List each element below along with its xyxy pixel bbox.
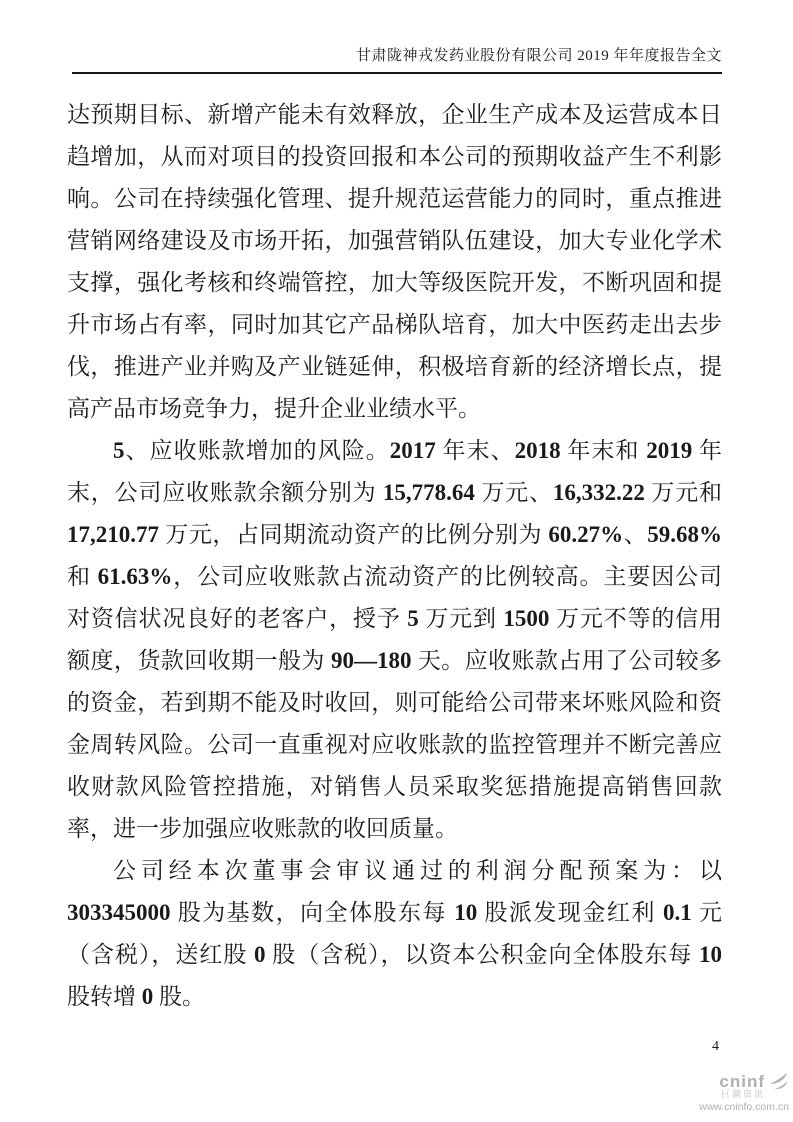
bold-number-run: 303345000	[67, 900, 171, 925]
cninfo-brand-text: cninf	[719, 1071, 765, 1091]
text-run: 年末和	[560, 438, 647, 463]
bold-number-run: 1500	[503, 606, 550, 631]
paragraph	[67, 850, 722, 1018]
bold-number-run: 16,332.22	[552, 480, 645, 505]
text-run: 、应收账款增加的风险。	[124, 438, 390, 463]
text-run: ，公司应收账款占流动资产的比例较高。主要因公司对资信状况良好的老客户，授予	[67, 564, 723, 631]
text-run: 年末，公司应收账款余额分别为	[67, 438, 723, 505]
page-number: 4	[712, 1039, 719, 1054]
cninfo-logo	[679, 1072, 789, 1114]
text-run: 万元到	[418, 606, 504, 631]
text-run: 万元不等的信用额度，货款回收期一般为	[67, 606, 723, 673]
report-title: 甘肃陇神戎发药业股份有限公司 2019 年年度报告全文	[355, 48, 722, 64]
text-run: 股（含税），以资本公积金向全体股东每	[265, 942, 700, 967]
text-run: 元（含税），送红股	[67, 900, 723, 967]
text-run: 公司经本次董事会审议通过的利润分配预案为：以	[113, 858, 722, 883]
bold-number-run: 2017	[389, 438, 436, 463]
page-header	[72, 47, 722, 74]
bold-number-run: 90—180	[331, 648, 412, 673]
document-body	[67, 94, 722, 1018]
bold-number-run: 10	[454, 900, 478, 925]
text-run: 年末、	[435, 438, 515, 463]
bold-number-run: 10	[699, 942, 723, 967]
bold-number-run: 0.1	[663, 900, 692, 925]
text-run: 和	[67, 564, 98, 589]
text-run: 万元、	[474, 480, 553, 505]
cninfo-url: www.cninfo.com.cn	[699, 1101, 789, 1113]
bold-number-run: 15,778.64	[382, 480, 475, 505]
paragraph	[67, 430, 722, 850]
cninfo-subtitle: 巨潮资讯	[720, 1089, 765, 1099]
bold-number-run: 2018	[514, 438, 561, 463]
cninfo-swirl-icon	[767, 1072, 789, 1091]
text-run: 万元和	[644, 480, 723, 505]
paragraph	[67, 94, 722, 430]
text-run: 股派发现金红利	[477, 900, 664, 925]
bold-number-run: 0	[254, 942, 266, 967]
text-run: 、	[623, 522, 648, 547]
text-run: 天。应收账款占用了公司较多的资金，若到期不能及时收回，则可能给公司带来坏账风险和资金周转风险。公司一直重视对应收账款的监控管理并不断完善应收财款风险管控措施，对销售人员采取奖惩措施提高销售回款率，进一步加强应收账款的收回质量。	[67, 648, 723, 841]
text-run: 股转增	[67, 984, 142, 1009]
bold-number-run: 60.27%	[548, 522, 624, 547]
bold-number-run: 5	[113, 438, 125, 463]
bold-number-run: 0	[141, 984, 154, 1009]
bold-number-run: 61.63%	[97, 564, 173, 589]
text-run: 万元，占同期流动资产的比例分别为	[159, 522, 549, 547]
bold-number-run: 59.68%	[647, 522, 723, 547]
text-run: 股为基数，向全体股东每	[170, 900, 455, 925]
text-run: 股。	[153, 984, 205, 1009]
bold-number-run: 2019	[646, 438, 693, 463]
text-run: 达预期目标、新增产能未有效释放，企业生产成本及运营成本日趋增加，从而对项目的投资回报和本公司的预期收益产生不利影响。公司在持续强化管理、提升规范运营能力的同时，重点推进营销网络建设及市场开拓，加强营销队伍建设，加大专业化学术支撑，强化考核和终端管控，加大等级医院开发，不断巩固和提升市场占有率，同时加其它产品梯队培育，加大中医药走出去步伐，推进产业并购及产业链延伸，积极培育新的经济增长点，提高产品市场竞争力，提升企业业绩水平。	[67, 102, 722, 421]
bold-number-run: 5	[407, 606, 419, 631]
bold-number-run: 17,210.77	[67, 522, 159, 547]
